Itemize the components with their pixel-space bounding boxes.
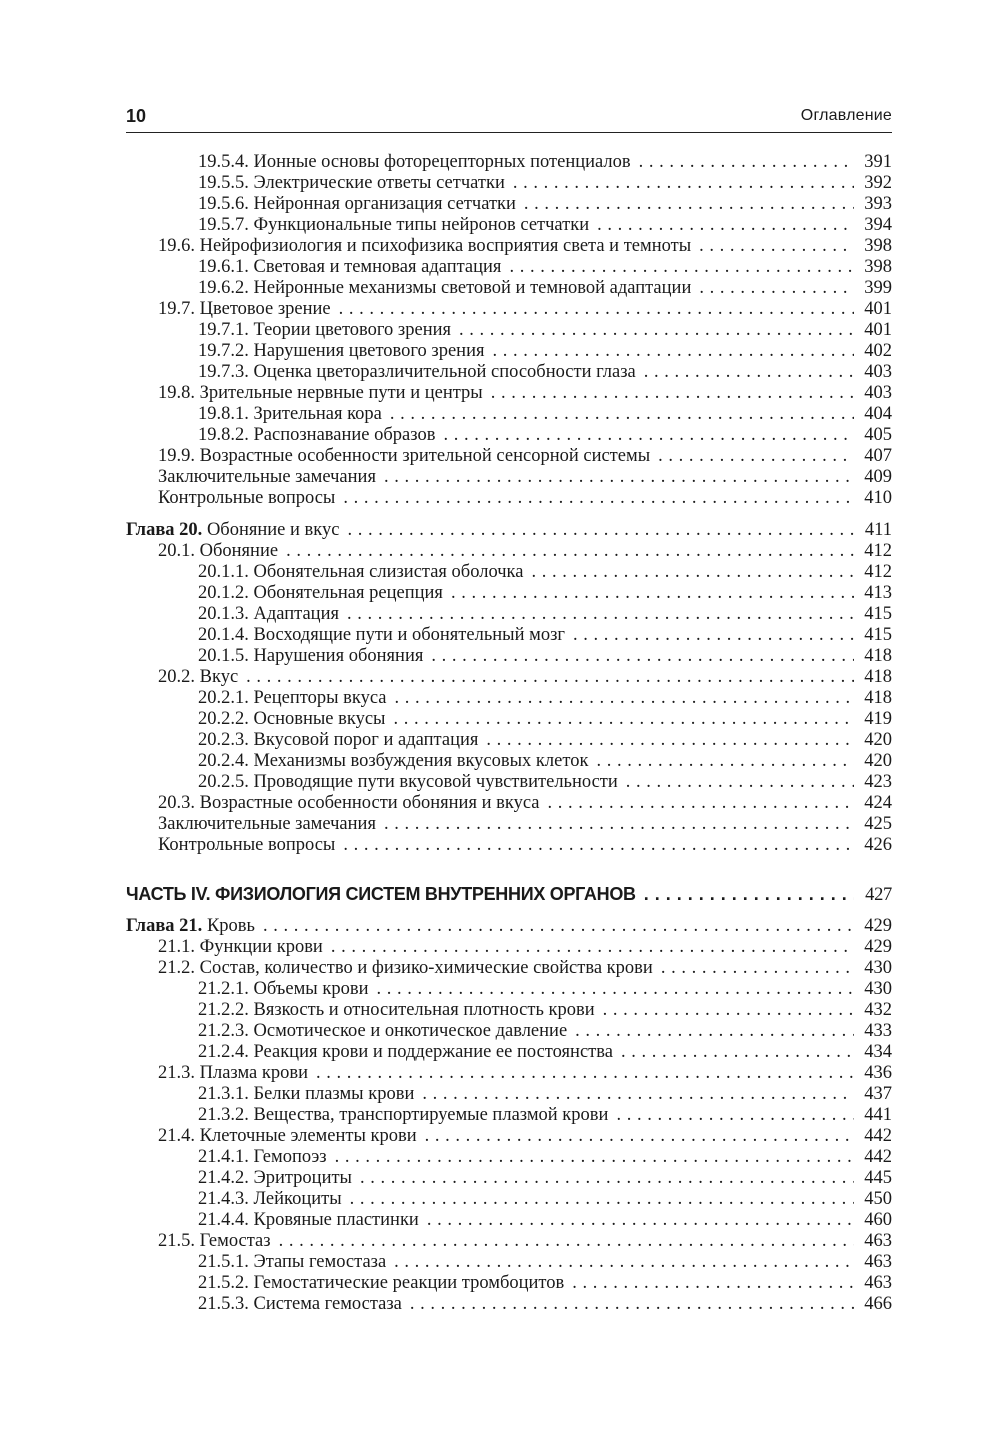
dot-leader [699,236,854,257]
page-ref: 403 [864,383,892,403]
dot-leader [343,835,854,856]
page-ref: 429 [864,937,892,957]
dot-leader [347,604,854,625]
dot-leader [459,320,854,341]
toc-entry [126,625,892,646]
page-ref: 427 [865,885,892,905]
page-ref: 463 [864,1252,892,1272]
entry-title: 21.4. Клеточные элементы крови [158,1126,417,1146]
dot-leader [339,299,854,320]
page-ref: 426 [864,835,892,855]
toc-entry [126,362,892,383]
entry-title: 19.7.1. Теории цветового зрения [198,320,452,340]
toc-chapter-21 [126,916,892,937]
entry-title: 21.3. Плазма крови [158,1063,309,1083]
page-ref: 442 [864,1126,892,1146]
dot-leader [573,625,854,646]
page-ref: 463 [864,1231,892,1251]
page-ref: 407 [864,446,892,466]
entry-title: 21.2.4. Реакция крови и поддержание ее постоянства [198,1042,613,1062]
entry-title: 21.1. Функции крови [158,937,323,957]
toc-entry [126,751,892,772]
part-title: ЧАСТЬ IV. ФИЗИОЛОГИЯ СИСТЕМ ВНУТРЕННИХ ОРГАНОВ [126,884,636,904]
page-ref: 412 [864,562,892,582]
toc-entry [126,793,892,814]
entry-title: 21.3.1. Белки плазмы крови [198,1084,415,1104]
dot-leader [279,1231,854,1252]
entry-title: 19.5.5. Электрические ответы сетчатки [198,173,505,193]
page-ref: 398 [864,257,892,277]
dot-leader [661,958,854,979]
table-of-contents [126,152,892,1315]
toc-entry [126,425,892,446]
toc-entry [126,1168,892,1189]
entry-title: 19.8.2. Распознавание образов [198,425,436,445]
toc-entry [126,979,892,1000]
entry-title: 20.1.1. Обонятельная слизистая оболочка [198,562,524,582]
entry-title: Контрольные вопросы [158,488,336,508]
toc-entry [126,152,892,173]
page-ref: 434 [864,1042,892,1062]
entry-title: 19.5.4. Ионные основы фоторецепторных потенциалов [198,152,631,172]
dot-leader [431,646,854,667]
toc-entry [126,814,892,835]
toc-entry [126,1021,892,1042]
toc-entry [126,1252,892,1273]
entry-title: Заключительные замечания [158,814,376,834]
running-title: Оглавление [800,107,892,124]
page-ref: 460 [864,1210,892,1230]
dot-leader [616,1105,854,1126]
toc-entry [126,215,892,236]
toc-entry [126,488,892,509]
page-ref: 437 [864,1084,892,1104]
page-ref: 412 [864,541,892,561]
toc-entry [126,646,892,667]
dot-leader [699,278,854,299]
toc-entry [126,772,892,793]
page-ref: 420 [864,751,892,771]
toc-entry [126,1042,892,1063]
entry-title: 21.3.2. Вещества, транспортируемые плазмой крови [198,1105,609,1125]
toc-entry [126,257,892,278]
toc-entry [126,1189,892,1210]
dot-leader [491,383,854,404]
page-ref: 418 [864,667,892,687]
entry-title: 20.1. Обоняние [158,541,279,561]
entry-title: 21.4.3. Лейкоциты [198,1189,342,1209]
chapter-title: Кровь [206,916,255,936]
page-ref: 415 [864,625,892,645]
dot-leader [425,1126,854,1147]
entry-title: 21.4.4. Кровяные пластинки [198,1210,419,1230]
entry-title: 20.1.2. Обонятельная рецепция [198,583,443,603]
page-ref: 423 [864,772,892,792]
page-ref: 433 [864,1021,892,1041]
toc-section-chapter20 [126,541,892,856]
page-ref: 415 [864,604,892,624]
page-ref: 392 [864,173,892,193]
toc-entry [126,709,892,730]
dot-leader [350,1189,854,1210]
dot-leader [509,257,854,278]
toc-entry [126,667,892,688]
entry-title: 20.1.5. Нарушения обоняния [198,646,424,666]
toc-entry [126,299,892,320]
dot-leader [621,1042,854,1063]
page-ref: 398 [864,236,892,256]
dot-leader [493,341,855,362]
toc-entry [126,236,892,257]
page-ref: 436 [864,1063,892,1083]
dot-leader [384,467,854,488]
toc-entry [126,1210,892,1231]
page-ref: 420 [864,730,892,750]
entry-title: 20.2.5. Проводящие пути вкусовой чувствительности [198,772,618,792]
dot-leader [644,884,854,905]
toc-entry [126,194,892,215]
entry-title: 20.1.4. Восходящие пути и обонятельный мозг [198,625,565,645]
page-ref: 391 [864,152,892,172]
page-ref: 441 [864,1105,892,1125]
toc-entry [126,937,892,958]
toc-part-4 [126,884,892,905]
chapter-title: Обоняние и вкус [206,520,340,540]
entry-title: 20.2.1. Рецепторы вкуса [198,688,387,708]
toc-entry [126,1084,892,1105]
entry-title: 19.5.7. Функциональные типы нейронов сетчатки [198,215,590,235]
dot-leader [286,541,854,562]
toc-entry [126,541,892,562]
page-ref: 405 [864,425,892,445]
toc-chapter-20 [126,520,892,541]
dot-leader [443,425,854,446]
dot-leader [603,1000,854,1021]
dot-leader [486,730,854,751]
dot-leader [393,709,854,730]
dot-leader [639,152,854,173]
toc-entry [126,1000,892,1021]
page-ref: 402 [864,341,892,361]
toc-entry [126,173,892,194]
dot-leader [410,1294,854,1315]
page-ref: 425 [864,814,892,834]
toc-entry [126,1273,892,1294]
toc-entry [126,467,892,488]
toc-entry [126,958,892,979]
dot-leader [644,362,854,383]
entry-title: 21.2.2. Вязкость и относительная плотность крови [198,1000,595,1020]
entry-title: 20.2.3. Вкусовой порог и адаптация [198,730,479,750]
page-ref: 399 [864,278,892,298]
entry-title: 21.5. Гемостаз [158,1231,271,1251]
dot-leader [376,979,854,1000]
entry-title: 19.9. Возрастные особенности зрительной сенсорной системы [158,446,651,466]
page-header [126,100,892,133]
page-ref: 450 [864,1189,892,1209]
page-ref: 404 [864,404,892,424]
page-ref: 413 [864,583,892,603]
page-ref: 394 [864,215,892,235]
toc-entry [126,583,892,604]
page-ref: 419 [864,709,892,729]
toc-entry [126,404,892,425]
entry-title: 21.5.3. Система гемостаза [198,1294,402,1314]
page-number: 10 [126,106,147,126]
page-ref: 418 [864,646,892,666]
dot-leader [547,793,854,814]
dot-leader [572,1273,854,1294]
dot-leader [427,1210,854,1231]
entry-title: Контрольные вопросы [158,835,336,855]
entry-title: 21.2.1. Объемы крови [198,979,369,999]
entry-title: 21.4.2. Эритроциты [198,1168,352,1188]
entry-title: 19.6.1. Световая и темновая адаптация [198,257,502,277]
toc-entry [126,730,892,751]
entry-title: 19.8.1. Зрительная кора [198,404,382,424]
dot-leader [596,751,854,772]
dot-leader [395,688,854,709]
page-ref: 403 [864,362,892,382]
dot-leader [390,404,854,425]
toc-entry [126,383,892,404]
toc-section-chapter19-tail [126,152,892,509]
entry-title: 19.7.3. Оценка цветоразличительной способности глаза [198,362,636,382]
page-ref: 442 [864,1147,892,1167]
toc-entry [126,835,892,856]
toc-entry [126,1294,892,1315]
entry-title: 19.7. Цветовое зрение [158,299,331,319]
dot-leader [347,520,854,541]
entry-title: 20.2. Вкус [158,667,239,687]
dot-leader [422,1084,854,1105]
entry-title: 21.2.3. Осмотическое и онкотическое давление [198,1021,568,1041]
dot-leader [394,1252,854,1273]
toc-entry [126,1231,892,1252]
page-ref: 463 [864,1273,892,1293]
toc-section-chapter21 [126,937,892,1315]
dot-leader [335,1147,854,1168]
dot-leader [384,814,854,835]
dot-leader [263,916,854,937]
entry-title: 20.2.4. Механизмы возбуждения вкусовых клеток [198,751,589,771]
entry-title: 20.2.2. Основные вкусы [198,709,386,729]
chapter-label: Глава 20. [126,520,203,540]
page-ref: 429 [864,916,892,936]
page-ref: 401 [864,320,892,340]
page-ref: 466 [864,1294,892,1314]
dot-leader [451,583,854,604]
page-ref: 401 [864,299,892,319]
entry-title: 21.5.1. Этапы гемостаза [198,1252,387,1272]
dot-leader [658,446,854,467]
dot-leader [626,772,854,793]
toc-entry [126,341,892,362]
dot-leader [531,562,854,583]
entry-title: 19.8. Зрительные нервные пути и центры [158,383,483,403]
entry-title: 19.7.2. Нарушения цветового зрения [198,341,485,361]
page-ref: 418 [864,688,892,708]
page-ref: 424 [864,793,892,813]
entry-title: 19.6.2. Нейронные механизмы световой и темновой адаптации [198,278,692,298]
dot-leader [331,937,854,958]
entry-title: 19.5.6. Нейронная организация сетчатки [198,194,516,214]
entry-title: 20.1.3. Адаптация [198,604,339,624]
page-ref: 430 [864,958,892,978]
page-ref: 430 [864,979,892,999]
entry-title: 21.4.1. Гемопоэз [198,1147,327,1167]
entry-title: 19.6. Нейрофизиология и психофизика восприятия света и темноты [158,236,692,256]
toc-entry [126,1063,892,1084]
toc-entry [126,1147,892,1168]
toc-entry [126,1126,892,1147]
dot-leader [246,667,854,688]
entry-title: Заключительные замечания [158,467,376,487]
entry-title: 21.5.2. Гемостатические реакции тромбоцитов [198,1273,565,1293]
toc-entry [126,688,892,709]
page-ref: 393 [864,194,892,214]
page-ref: 432 [864,1000,892,1020]
toc-entry [126,278,892,299]
toc-entry [126,562,892,583]
page-ref: 411 [864,520,892,540]
dot-leader [575,1021,854,1042]
dot-leader [513,173,854,194]
page-ref: 445 [864,1168,892,1188]
entry-title: 20.3. Возрастные особенности обоняния и вкуса [158,793,540,813]
dot-leader [316,1063,854,1084]
entry-title: 21.2. Состав, количество и физико-химические свойства крови [158,958,653,978]
chapter-label: Глава 21. [126,916,203,936]
dot-leader [524,194,854,215]
toc-entry [126,1105,892,1126]
page-ref: 410 [864,488,892,508]
toc-entry [126,446,892,467]
page-ref: 409 [864,467,892,487]
dot-leader [597,215,854,236]
toc-entry [126,604,892,625]
dot-leader [343,488,854,509]
dot-leader [360,1168,854,1189]
toc-entry [126,320,892,341]
